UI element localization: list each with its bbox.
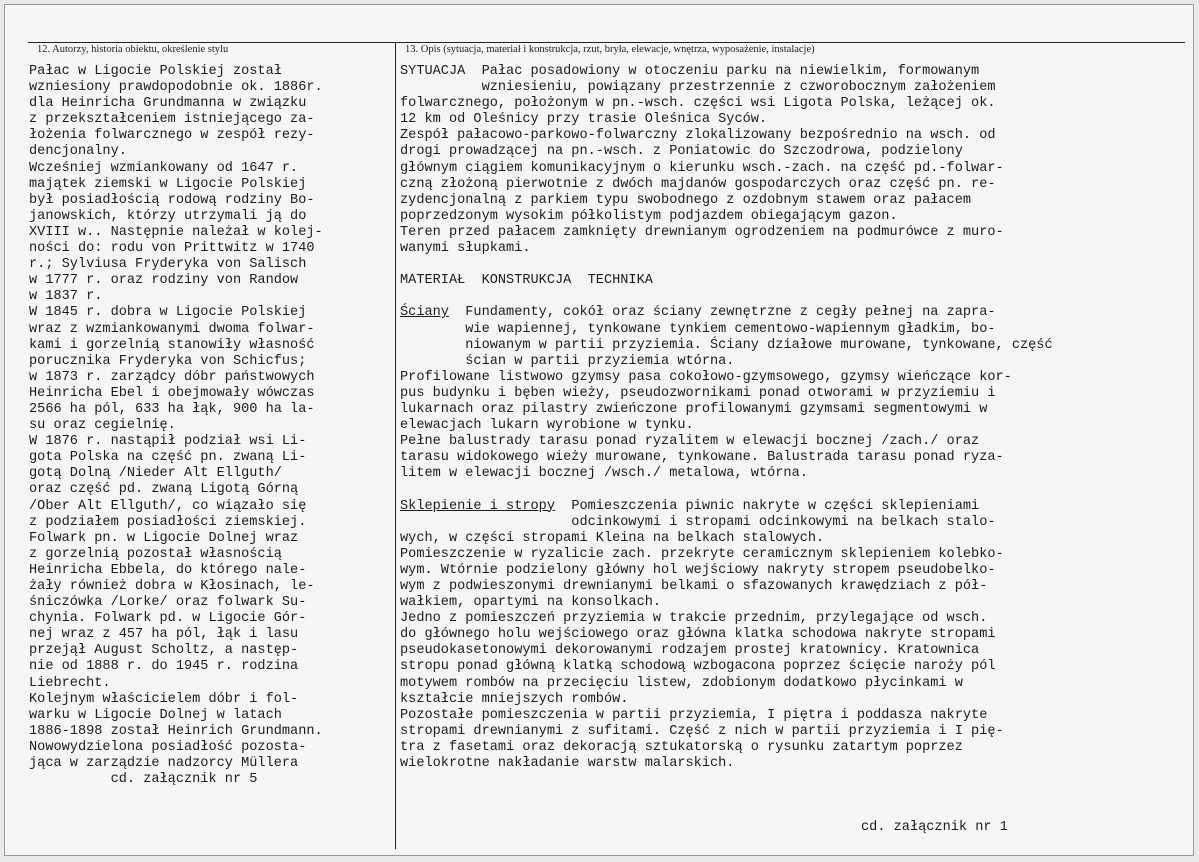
description-line	[400, 482, 1053, 498]
description-line: pseudokasetonowymi dekorowanymi rodzajem prostej kratownicy. Kratownica	[400, 643, 980, 659]
history-line: janowskich, którzy utrzymali ją do	[29, 208, 307, 224]
description-line: Pełne balustrady tarasu ponad ryzalitem w elewacji bocznej /zach./ oraz	[400, 434, 980, 450]
description-line: MATERIAŁ KONSTRUKCJA TECHNIKA	[400, 273, 653, 289]
description-line: stropu ponad główną klatką schodową wzbogacona poprzez ścięcie naroży pól	[400, 659, 996, 675]
history-line: kami i gorzelnią stanowiły własność	[29, 337, 315, 353]
description-line: 12 km od Oleśnicy przy trasie Oleśnica Syców.	[400, 112, 768, 128]
description-line: litem w elewacji bocznej /wsch./ metalowa, wtórna.	[400, 466, 808, 482]
history-line: W 1876 r. nastąpił podział wsi Li-	[29, 434, 307, 450]
history-line: nie od 1888 r. do 1945 r. rodzina	[29, 659, 299, 675]
description-line: wanymi słupkami.	[400, 241, 531, 257]
right-footer-note: cd. załącznik nr 1	[861, 820, 1008, 835]
description-line: tra z fasetami oraz dekoracją sztukatorską o rysunku zatartym poprzez	[400, 739, 963, 755]
history-line: Pałac w Ligocie Polskiej został	[29, 64, 282, 79]
description-line: folwarcznego, położonym w pn.-wsch. części wsi Ligota Polska, leżącej ok.	[400, 96, 996, 112]
description-line	[400, 499, 1053, 515]
history-line: był posiadłością rodową rodziny Bo-	[29, 192, 315, 208]
history-line: z przekształceniem istniejącego za-	[29, 112, 315, 128]
description-line	[400, 305, 1053, 321]
history-line: Nowowydzielona posiadłość pozosta-	[29, 739, 307, 755]
description-line: wielokrotne nakładanie warstw malarskich.	[400, 756, 735, 772]
description-line: Pozostałe pomieszczenia w partii przyziemia, I piętra i poddasza nakryte	[400, 707, 988, 723]
history-line: ności do: rodu von Prittwitz w 1740	[29, 241, 315, 257]
description-line: drogi prowadzącej na pn.-wsch. z Poniatowic do Szczodrowa, podzielony	[400, 144, 963, 160]
history-line: Heinricha Ebbela, do którego nale-	[29, 562, 307, 578]
history-line: r.; Sylviusa Fryderyka von Salisch	[29, 257, 307, 273]
column-divider	[395, 42, 396, 849]
history-line: XVIII w.. Następnie należał w kolej-	[29, 224, 323, 240]
history-line: z podziałem posiadłości ziemskiej.	[29, 514, 307, 530]
history-text	[29, 64, 323, 788]
document-card	[4, 4, 1194, 856]
description-line: Pomieszczenie w ryzalicie zach. przekryte ceramicznym sklepieniem kolebko-	[400, 546, 1004, 562]
description-line: wzniesieniu, powiązany przestrzennie z czworobocznym założeniem	[400, 80, 996, 96]
history-line: porucznika Fryderyka von Schicfus;	[29, 353, 307, 369]
description-line: stropami drewnianymi z sufitami. Część z nich w partii przyziemia i I pię-	[400, 723, 1004, 739]
history-line: śniczówka /Lorke/ oraz folwark Su-	[29, 595, 307, 611]
history-line: jąca w zarządzie nadzorcy Müllera	[29, 756, 299, 772]
history-line: w 1777 r. oraz rodziny von Randow	[29, 273, 299, 289]
description-line: Zespół pałacowo-parkowo-folwarczny zlokalizowany bezpośrednio na wsch. od	[400, 128, 996, 144]
history-line: Heinricha Ebel i obejmowały wówczas	[29, 385, 315, 401]
history-line: 2566 ha pól, 633 ha łąk, 900 ha la-	[29, 401, 315, 417]
description-line: wych, w części stropami Kleina na belkach stalowych.	[400, 530, 825, 546]
history-line: przejął August Scholtz, a następ-	[29, 643, 299, 659]
description-line: zydencjonalną z parkiem typu swobodnego z ozdobnym stawem oraz pałacem	[400, 192, 972, 208]
history-line: cd. załącznik nr 5	[29, 772, 258, 788]
description-line: motywem rombów na przecięciu listew, zdobionym dodatkowo płycinkami w	[400, 675, 963, 691]
history-line: 1886-1898 został Heinrich Grundmann.	[29, 723, 323, 739]
history-line: Kolejnym właścicielem dóbr i fol-	[29, 691, 299, 707]
description-line: do głównego holu wejściowego oraz główna klatka schodowa nakryte stropami	[400, 627, 996, 643]
history-line: dla Heinricha Grundmanna w związku	[29, 96, 307, 112]
description-line	[400, 289, 1053, 305]
history-line: warku w Ligocie Dolnej w latach	[29, 707, 282, 723]
history-line: nej wraz z 457 ha pól, łąk i lasu	[29, 627, 299, 643]
history-line: dencjonalny.	[29, 144, 127, 160]
description-line: elewacjach lukarn wyrobione w tynku.	[400, 418, 694, 434]
history-line: majątek ziemski w Ligocie Polskiej	[29, 176, 307, 192]
description-line: kształcie mniejszych rombów.	[400, 691, 629, 707]
history-line: łożenia folwarcznego w zespół rezy-	[29, 128, 315, 144]
history-line: /Ober Alt Ellguth/, co wiązało się	[29, 498, 307, 514]
section-heading: Sklepienie i stropy	[400, 498, 555, 514]
history-line: Folwark pn. w Ligocie Dolnej wraz	[29, 530, 299, 546]
history-line: gotą Dolną /Nieder Alt Ellguth/	[29, 466, 282, 482]
section-text: Fundamenty, cokół oraz ściany zewnętrzne z cegły pełnej na zapra-	[448, 305, 996, 321]
description-text	[400, 64, 1053, 772]
description-line: poprzedzonym wysokim półkolistym podjazdem obiegającym gazon.	[400, 208, 898, 224]
description-line: Jedno z pomieszczeń przyziemia w trakcie przednim, przylegające od wsch.	[400, 611, 988, 627]
top-rule	[28, 42, 1185, 43]
description-line: czną złożoną pierwotnie z dwóch majdanów gospodarczych oraz część pn. re-	[400, 176, 996, 192]
description-line: ścian w partii przyziemia wtórna.	[400, 353, 735, 369]
history-line: w 1837 r.	[29, 289, 103, 305]
description-line: pus budynku i bęben wieży, pseudozwornikami ponad otworami w przyziemiu i	[400, 385, 996, 401]
history-line: gota Polska na część pn. zwaną Li-	[29, 450, 307, 466]
section-text: Pomieszczenia piwnic nakryte w części sklepieniami	[555, 498, 980, 514]
history-line: su oraz cegielnię.	[29, 418, 176, 434]
history-line: Liebrecht.	[29, 675, 111, 691]
history-line: oraz część pd. zwaną Ligotą Górną	[29, 482, 299, 498]
description-line: wałkiem, opartymi na konsolkach.	[400, 595, 662, 611]
description-line	[400, 257, 1053, 273]
history-line: W 1845 r. dobra w Ligocie Polskiej	[29, 305, 307, 321]
description-line: Teren przed pałacem zamknięty drewnianym ogrodzeniem na podmurówce z muro-	[400, 224, 1004, 240]
description-line: lukarnach oraz pilastry zwieńczone profilowanymi gzymsami segmentowymi w	[400, 401, 988, 417]
description-line: Profilowane listwowo gzymsy pasa cokołowo-gzymsowego, gzymsy wieńczące kor-	[400, 369, 1012, 385]
description-line: wie wapiennej, tynkowane tynkiem cementowo-wapiennym gładkim, bo-	[400, 321, 996, 337]
description-line: SYTUACJA Pałac posadowiony w otoczeniu parku na niewielkim, formowanym	[400, 64, 980, 79]
section-heading: Ściany	[400, 305, 449, 321]
description-line: wym. Wtórnie podzielony główny hol wejściowy nakryty stropem pseudobelko-	[400, 562, 996, 578]
description-line: głównym ciągiem komunikacyjnym o kierunku wsch.-zach. na część pd.-folwar-	[400, 160, 1004, 176]
history-line: w 1873 r. zarządcy dóbr państwowych	[29, 369, 315, 385]
history-line: z gorzelnią pozostał własnością	[29, 546, 282, 562]
left-column-header: 12. Autorzy, historia obiektu, określenie stylu	[37, 44, 229, 55]
history-line: żały również dobra w Kłosinach, le-	[29, 579, 315, 594]
description-line: odcinkowymi i stropami odcinkowymi na belkach stalo-	[400, 514, 996, 530]
history-line: wzniesiony prawdopodobnie ok. 1886r.	[29, 80, 323, 96]
right-column-header: 13. Opis (sytuacja, materiał i konstrukcja, rzut, bryła, elewacje, wnętrza, wyposażenie, instalacje)	[405, 44, 815, 55]
description-line: tarasu widokowego wieży murowane, tynkowane. Balustrada tarasu ponad ryza-	[400, 450, 1004, 466]
history-line: wraz z wzmiankowanymi dwoma folwar-	[29, 321, 315, 337]
description-line: wym z podwieszonymi drewnianymi belkami o sfazowanych krawędziach z pół-	[400, 579, 988, 594]
history-line: Wcześniej wzmiankowany od 1647 r.	[29, 160, 299, 176]
history-line: chynia. Folwark pd. w Ligocie Gór-	[29, 611, 307, 627]
description-line: niowanym w partii przyziemia. Ściany działowe murowane, tynkowane, część	[400, 337, 1053, 353]
